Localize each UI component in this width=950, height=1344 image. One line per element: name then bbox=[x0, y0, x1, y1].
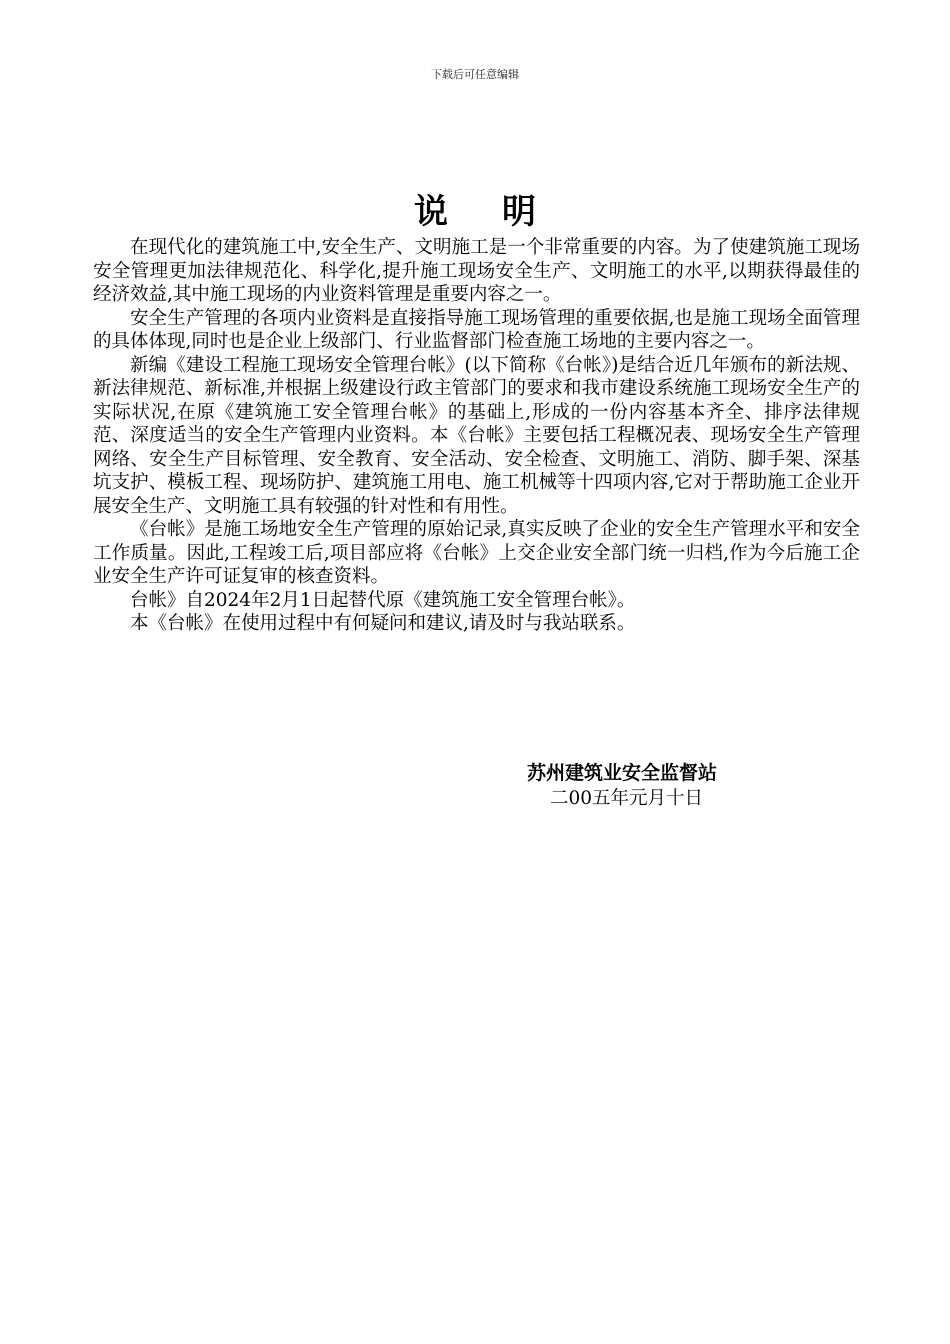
page-title: 说明 bbox=[414, 192, 590, 232]
header-note: 下载后可任意编辑 bbox=[431, 68, 519, 81]
signature-date: 二00五年元月十日 bbox=[550, 788, 704, 809]
paragraph-4: 《台帐》是施工场地安全生产管理的原始记录,真实反映了企业的安全生产管理水平和安全工作质量。因此,工程竣工后,项目部应将《台帐》上交企业安全部门统一归档,作为今后施工企业安全生产许可证复审的核查资料。 bbox=[93, 519, 860, 587]
paragraph-1: 在现代化的建筑施工中,安全生产、文明施工是一个非常重要的内容。为了使建筑施工现场安全管理更加法律规范化、科学化,提升施工现场安全生产、文明施工的水平,以期获得最佳的经济效益,其中施工现场的内业资料管理是重要内容之一。 bbox=[93, 237, 860, 305]
paragraph-5: 台帐》自2024年2月1日起替代原《建筑施工安全管理台帐》。 bbox=[130, 589, 636, 611]
paragraph-2: 安全生产管理的各项内业资料是直接指导施工现场管理的重要依据,也是施工现场全面管理的具体体现,同时也是企业上级部门、行业监督部门检查施工场地的主要内容之一。 bbox=[93, 307, 860, 352]
body-text bbox=[93, 236, 860, 636]
signature-organization: 苏州建筑业安全监督站 bbox=[527, 762, 718, 784]
paragraph-6: 本《台帐》在使用过程中有何疑问和建议,请及时与我站联系。 bbox=[130, 613, 636, 634]
paragraph-3: 新编《建设工程施工现场安全管理台帐》(以下简称《台帐》)是结合近几年颁布的新法规、新法律规范、新标准,并根据上级建设行政主管部门的要求和我市建设系统施工现场安全生产的实际状况,在原《建筑施工安全管理台帐》的基础上,形成的一份内容基本齐全、排序法律规范、深度适当的安全生产管理内业资料。本《台帐》主要包括工程概况表、现场安全生产管理网络、安全生产目标管理、安全教育、安全活动、安全检查、文明施工、消防、脚手架、深基坑支护、模板工程、现场防护、建筑施工用电、施工机械等十四项内容,它对于帮助施工企业开展安全生产、文明施工具有较强的针对性和有用性。 bbox=[93, 354, 860, 517]
